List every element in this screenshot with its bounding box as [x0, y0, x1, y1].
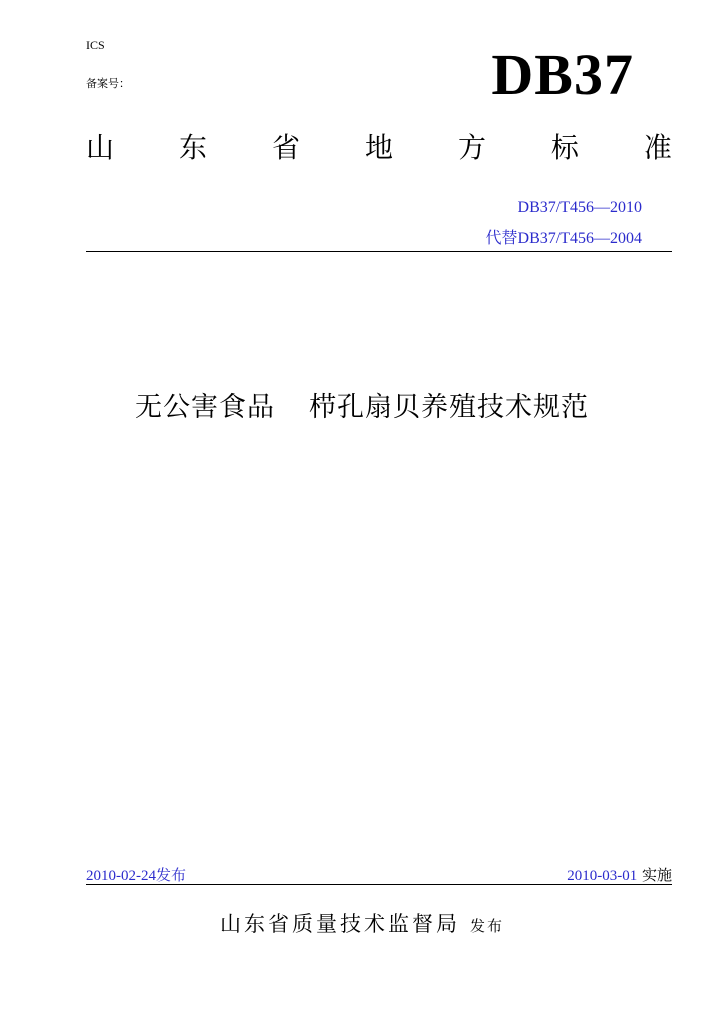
implement-date: 2010-03-01 — [567, 868, 638, 884]
category-char: 方 — [457, 131, 486, 164]
title-part-1: 无公害食品 — [135, 392, 275, 423]
footer-divider — [86, 884, 672, 885]
issuer-action: 发布 — [469, 917, 504, 935]
implement-info — [567, 864, 672, 885]
date-line — [86, 864, 672, 885]
title-part-2: 栉孔扇贝养殖技术规范 — [309, 392, 589, 423]
document-title — [0, 385, 724, 424]
category-char: 东 — [178, 131, 207, 164]
header-divider — [86, 251, 672, 252]
ics-label: ICS — [86, 38, 105, 52]
publish-label: 发布 — [156, 866, 187, 884]
category-char: 地 — [364, 131, 393, 164]
publish-info — [86, 864, 186, 885]
category-char: 山 — [86, 131, 115, 164]
publish-date: 2010-02-24 — [86, 868, 156, 884]
category-char: 准 — [643, 131, 672, 164]
category-char: 标 — [550, 131, 579, 164]
standard-number: DB37/T456—2010 — [517, 199, 642, 216]
issuer-line — [0, 908, 724, 938]
db-code: DB37 — [491, 42, 634, 107]
implement-label: 实施 — [641, 866, 672, 884]
replaced-standard-number: 代替DB37/T456—2004 — [485, 230, 642, 247]
category-title — [86, 131, 672, 164]
record-number-label: 备案号： — [86, 77, 130, 90]
issuer-name: 山东省质量技术监督局 — [219, 912, 460, 936]
category-char: 省 — [271, 131, 300, 164]
